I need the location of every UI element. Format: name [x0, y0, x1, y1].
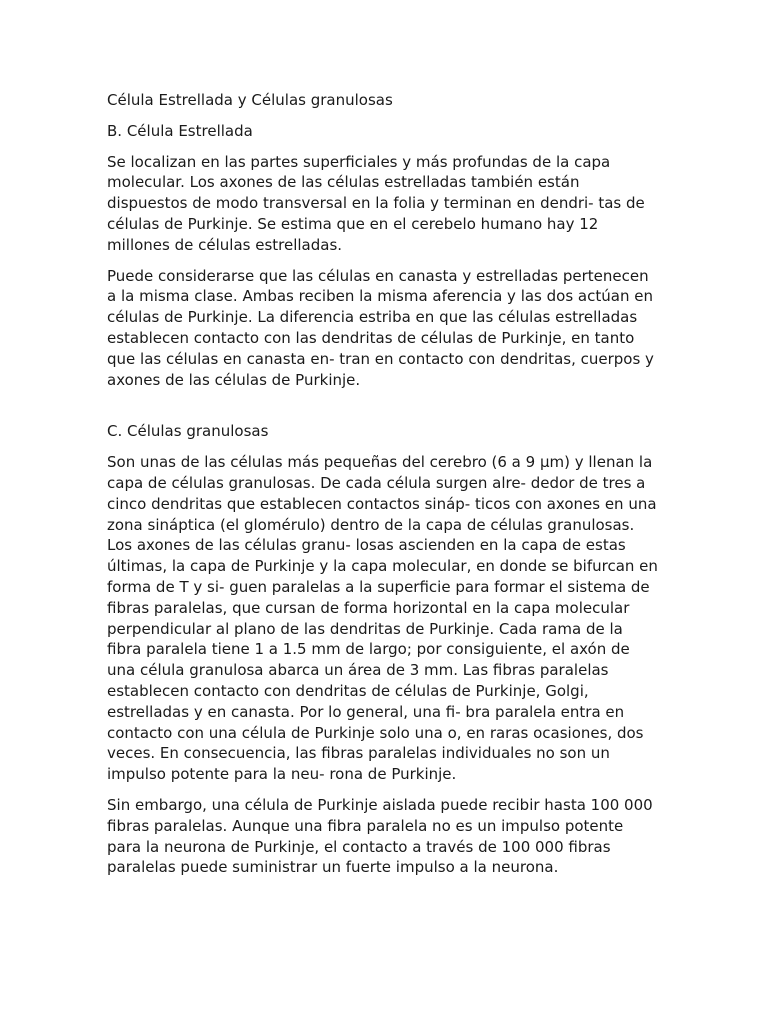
- section-c-paragraph-1: Son unas de las células más pequeñas del cerebro (6 a 9 µm) y llenan la capa de células granulosas. De cada célula surgen alre- dedor de tres a cinco dendritas que establecen contactos sináp- ticos con axones en una zona sináptica (el glomérulo) dentro de la capa de células granulosas. Los axones de las células granu- losas ascienden en la capa de estas últimas, la capa de Purkinje y la capa molecular, en donde se bifurcan en forma de T y si- guen paralelas a la superficie para formar el sistema de fibras paralelas, que cursan de forma horizontal en la capa molecular perpendicular al plano de las dendritas de Purkinje. Cada rama de la fibra paralela tiene 1 a 1.5 mm de largo; por consiguiente, el axón de una célula granulosa abarca un área de 3 mm. Las fibras paralelas establecen contacto con dendritas de células de Purkinje, Golgi, estrelladas y en canasta. Por lo general, una fi- bra paralela entra en contacto con una célula de Purkinje solo una o, en raras ocasiones, dos veces. En consecuencia, las fibras paralelas individuales no son un impulso potente para la neu- rona de Purkinje.: [107, 453, 658, 784]
- section-c-paragraph-2: Sin embargo, una célula de Purkinje aislada puede recibir hasta 100 000 fibras paralelas. Aunque una fibra paralela no es un impulso potente para la neurona de Purkinje, el contacto a través de 100 000 fibras paralelas puede suministrar un fuerte impulso a la neurona.: [107, 795, 653, 877]
- document-title: Célula Estrellada y Células granulosas: [107, 91, 393, 109]
- section-b-paragraph-2: Puede considerarse que las células en canasta y estrelladas pertenecen a la misma clase. Ambas reciben la misma aferencia y las dos actúan en células de Purkinje. La diferencia estriba en que las células estrelladas establecen contacto con las dendritas de células de Purkinje, en tanto que las células en canasta en- tran en contacto con dendritas, cuerpos y axones de las células de Purkinje.: [107, 266, 654, 389]
- section-c-heading: C. Células granulosas: [107, 422, 269, 441]
- section-b-heading: B. Célula Estrellada: [107, 121, 253, 140]
- section-b-paragraph-1: Se localizan en las partes superficiales y más profundas de la capa molecular. Los axones de las células estrelladas también están dispuestos de modo transversal en la folia y terminan en dendri- tas de células de Purkinje. Se estima que en el cerebelo humano hay 12 millones de células estrelladas.: [107, 152, 645, 254]
- document-page: [107, 90, 667, 888]
